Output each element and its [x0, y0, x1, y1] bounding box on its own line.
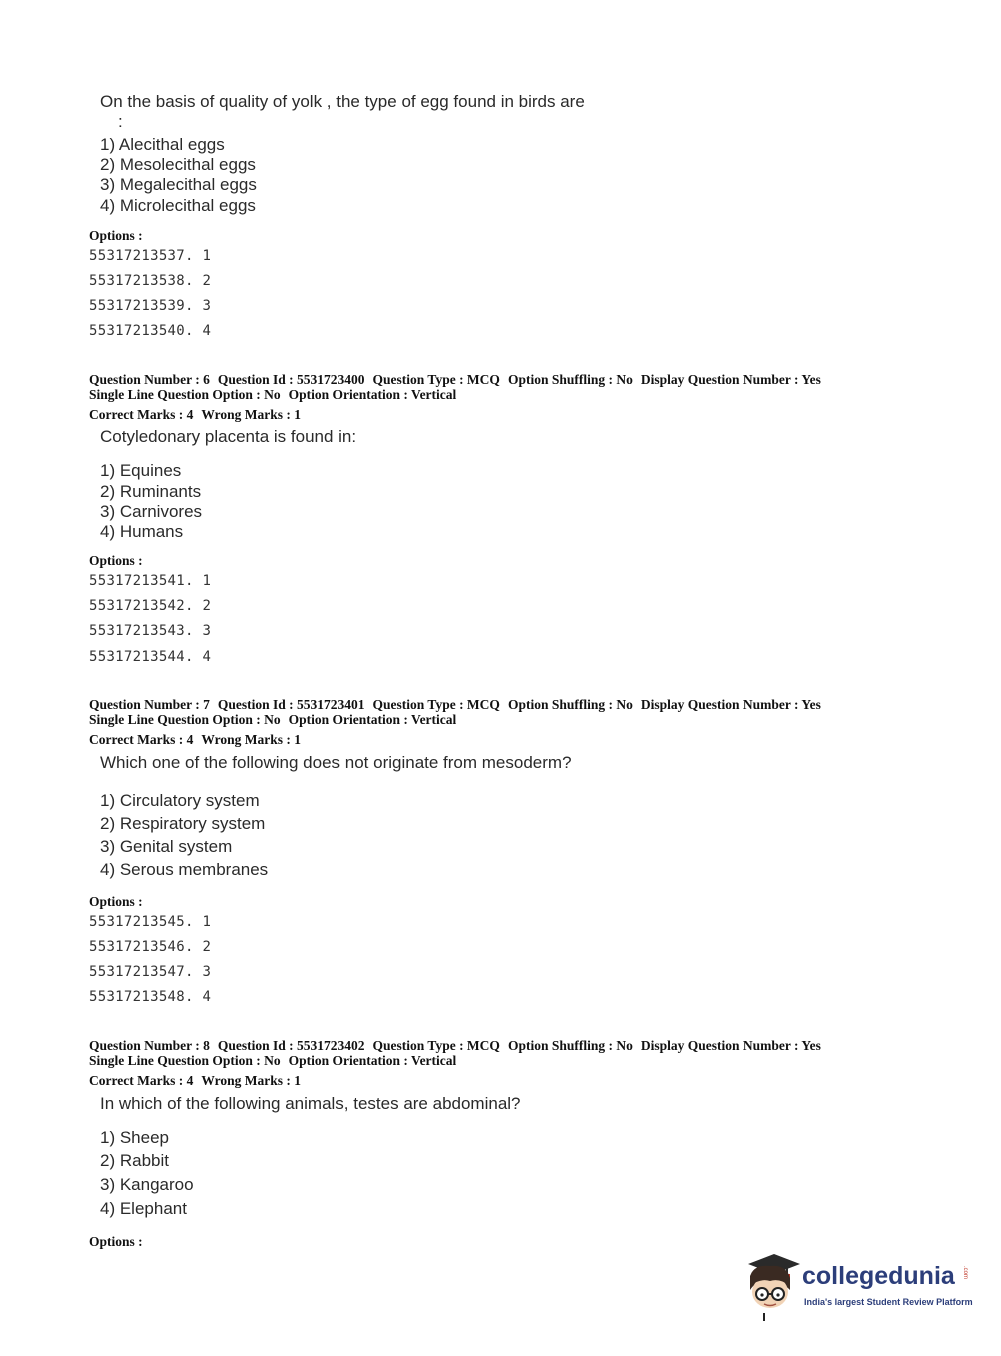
question-6-option-id-2: 55317213542. 2: [89, 598, 212, 614]
question-7-option-id-4: 55317213548. 4: [89, 989, 212, 1005]
question-7-choice-3: 3) Genital system: [100, 837, 233, 856]
question-7-meta-line-1: [89, 697, 821, 712]
question-6-option-id-3: 55317213543. 3: [89, 623, 212, 639]
question-7-option-id-2: 55317213546. 2: [89, 939, 212, 955]
question-7-display-number: Display Question Number : Yes: [640, 697, 821, 712]
question-6-type: Question Type : MCQ: [372, 372, 500, 387]
question-8-wrong-marks: Wrong Marks : 1: [201, 1073, 301, 1088]
question-7-orientation: Option Orientation : Vertical: [288, 712, 457, 727]
question-8-orientation: Option Orientation : Vertical: [288, 1053, 457, 1068]
question-7-correct-marks: Correct Marks : 4: [89, 732, 194, 747]
logo-wordmark: collegedunia: [802, 1262, 955, 1290]
question-7-options-label: Options :: [89, 894, 143, 909]
question-5-choice-4: 4) Microlecithal eggs: [100, 196, 256, 215]
question-7-text: Which one of the following does not originate from mesoderm?: [100, 753, 572, 772]
question-8-display-number: Display Question Number : Yes: [640, 1038, 821, 1053]
question-6-shuffling: Option Shuffling : No: [507, 372, 633, 387]
question-5-option-id-1: 55317213537. 1: [89, 248, 212, 264]
question-8-choice-4: 4) Elephant: [100, 1199, 187, 1218]
question-8-shuffling: Option Shuffling : No: [507, 1038, 633, 1053]
question-6-choice-2: 2) Ruminants: [100, 482, 202, 501]
question-5-option-id-3: 55317213539. 3: [89, 298, 212, 314]
question-8-text: In which of the following animals, testes are abdominal?: [100, 1094, 521, 1113]
question-8-meta-line-2: [89, 1053, 456, 1068]
page-mark: [763, 1313, 765, 1321]
question-8-correct-marks: Correct Marks : 4: [89, 1073, 194, 1088]
collegedunia-logo: [740, 1250, 973, 1320]
question-5-options-label: Options :: [89, 228, 143, 243]
question-6-orientation: Option Orientation : Vertical: [288, 387, 457, 402]
question-7-option-id-3: 55317213547. 3: [89, 964, 212, 980]
question-7-id: Question Id : 5531723401: [217, 697, 365, 712]
question-7-option-id-1: 55317213545. 1: [89, 914, 212, 930]
question-5-choice-3: 3) Megalecithal eggs: [100, 175, 257, 194]
question-6-option-id-4: 55317213544. 4: [89, 649, 212, 665]
question-6-number: Question Number : 6: [89, 372, 210, 387]
question-6-meta-line-1: [89, 372, 821, 387]
question-5-colon: :: [118, 112, 123, 131]
question-7-wrong-marks: Wrong Marks : 1: [201, 732, 301, 747]
question-7-type: Question Type : MCQ: [372, 697, 500, 712]
question-5-option-id-4: 55317213540. 4: [89, 323, 212, 339]
question-8-meta-line-1: [89, 1038, 821, 1053]
question-6-options-label: Options :: [89, 553, 143, 568]
question-6-id: Question Id : 5531723400: [217, 372, 365, 387]
question-6-choice-1: 1) Equines: [100, 461, 182, 480]
question-7-choice-1: 1) Circulatory system: [100, 791, 260, 810]
question-6-choice-4: 4) Humans: [100, 522, 184, 541]
question-8-id: Question Id : 5531723402: [217, 1038, 365, 1053]
question-8-single-line: Single Line Question Option : No: [89, 1053, 281, 1068]
question-6-choice-3: 3) Carnivores: [100, 502, 203, 521]
question-6-option-id-1: 55317213541. 1: [89, 573, 212, 589]
question-7-shuffling: Option Shuffling : No: [507, 697, 633, 712]
question-7-single-line: Single Line Question Option : No: [89, 712, 281, 727]
question-6-meta-line-2: [89, 387, 456, 402]
question-6-text: Cotyledonary placenta is found in:: [100, 427, 357, 446]
question-6-wrong-marks: Wrong Marks : 1: [201, 407, 301, 422]
question-5-option-id-2: 55317213538. 2: [89, 273, 212, 289]
question-8-choice-3: 3) Kangaroo: [100, 1175, 194, 1194]
question-6-meta-line-3: [89, 407, 301, 422]
question-6-single-line: Single Line Question Option : No: [89, 387, 281, 402]
logo-tagline: India's largest Student Review Platform: [804, 1297, 973, 1307]
question-8-choice-2: 2) Rabbit: [100, 1151, 169, 1170]
question-8-type: Question Type : MCQ: [372, 1038, 500, 1053]
question-6-display-number: Display Question Number : Yes: [640, 372, 821, 387]
logo-com-suffix: .com: [962, 1266, 968, 1280]
question-5-choice-1: 1) Alecithal eggs: [100, 135, 225, 154]
question-7-number: Question Number : 7: [89, 697, 210, 712]
question-8-options-label: Options :: [89, 1234, 143, 1249]
question-7-meta-line-2: [89, 712, 456, 727]
question-7-choice-2: 2) Respiratory system: [100, 814, 266, 833]
question-5-choice-2: 2) Mesolecithal eggs: [100, 155, 256, 174]
question-5-text: On the basis of quality of yolk , the type of egg found in birds are: [100, 92, 585, 111]
question-6-correct-marks: Correct Marks : 4: [89, 407, 194, 422]
question-7-meta-line-3: [89, 732, 301, 747]
question-8-number: Question Number : 8: [89, 1038, 210, 1053]
mascot-icon: [740, 1250, 802, 1312]
question-7-choice-4: 4) Serous membranes: [100, 860, 269, 879]
question-8-choice-1: 1) Sheep: [100, 1128, 169, 1147]
question-8-meta-line-3: [89, 1073, 301, 1088]
